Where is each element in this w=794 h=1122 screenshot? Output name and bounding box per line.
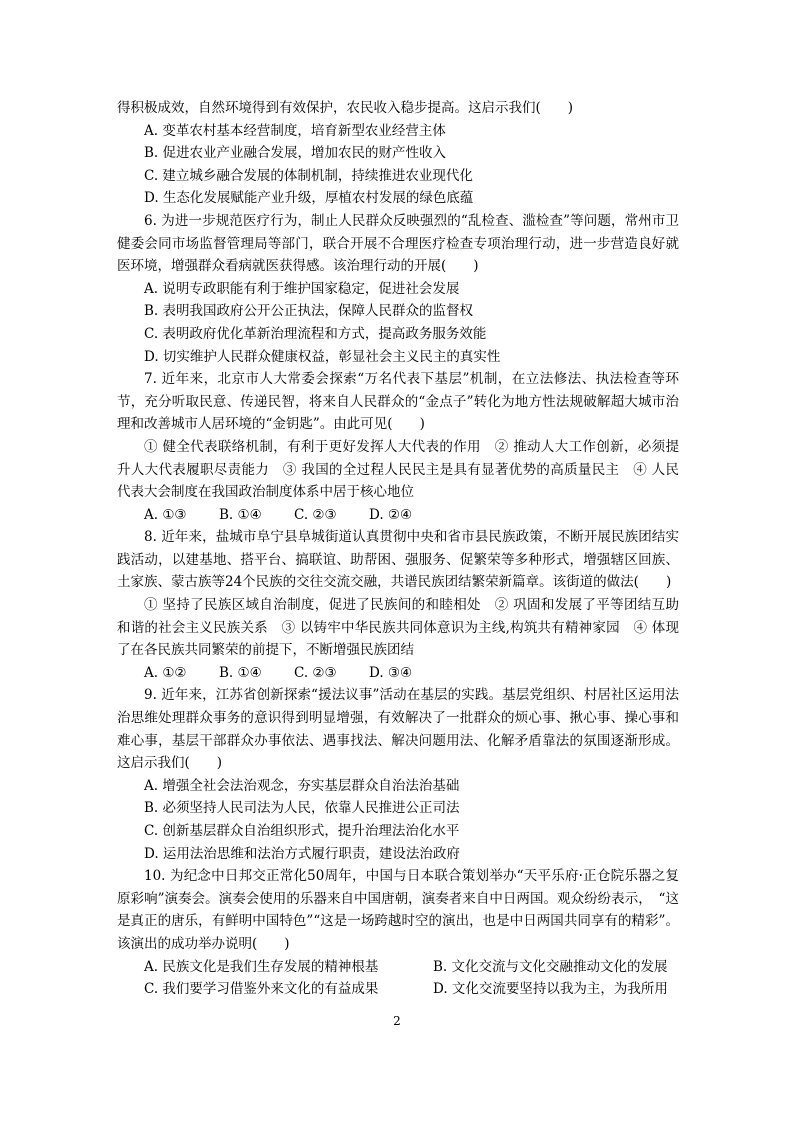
question-10-option-d: D. 文化交流要坚持以我为主，为我所用 (433, 981, 668, 998)
question-5-option-b: B. 促进农业产业融合发展，增加农民的财产性收入 (144, 145, 447, 162)
question-8-option-d: D. ③④ (369, 664, 413, 681)
question-8-option-b: B. ①④ (219, 664, 262, 681)
question-8-option-c: C. ②③ (294, 664, 337, 681)
page-number: 2 (393, 1014, 401, 1028)
question-10-options-row-2 (117, 978, 679, 1001)
question-7-option-d: D. ②④ (369, 506, 413, 523)
question-6-stem: 6. 为进一步规范医疗行为，制止人民群众反映强烈的“乱检查、滥检查”等问题，常州市卫健委会同市场监督管理局等部门，联合开展不合理医疗检查专项治理行动，进一步营造良好就医环境，增强群众看病就医获得感。该治理行动的开展( ) (117, 212, 679, 275)
question-5-option-c: C. 建立城乡融合发展的体制机制，持续推进农业现代化 (144, 167, 473, 184)
question-9-option-a: A. 增强全社会法治观念，夯实基层群众自治法治基础 (144, 777, 460, 794)
question-9-option-b: B. 必须坚持人民司法为人民，依靠人民推进公正司法 (144, 800, 460, 817)
question-5-option-a: A. 变革农村基本经营制度，培育新型农业经营主体 (144, 122, 446, 139)
question-7-option-b: B. ①④ (219, 506, 262, 523)
question-7-option-a: A. ①③ (144, 506, 187, 523)
question-10-option-b: B. 文化交流与文化交融推动文化的发展 (433, 958, 668, 975)
question-10-option-c: C. 我们要学习借鉴外来文化的有益成果 (144, 981, 379, 998)
question-6-option-b: B. 表明我国政府公开公正执法，保障人民群众的监督权 (144, 303, 474, 320)
question-8-options (117, 662, 679, 685)
question-6-option-c: C. 表明政府优化革新治理流程和方式，提高政务服务效能 (144, 325, 487, 342)
question-10-options-row-1 (117, 956, 679, 979)
question-9-option-d: D. 运用法治思维和法治方式履行职责，建设法治政府 (144, 845, 460, 862)
question-9-option-c: C. 创新基层群众自治组织形式，提升治理法治化水平 (144, 823, 460, 839)
question-5-stem-end: 得积极成效，自然环境得到有效保护，农民收入稳步提高。这启示我们( ) (117, 100, 574, 116)
question-9-stem: 9. 近年来，江苏省创新探索“援法议事”活动在基层的实践。基层党组织、村居社区运用法治思维处理群众事务的意识得到明显增强，有效解决了一批群众的烦心事、揪心事、操心事和难心事，基层干部群众办事依法、遇事找法、解决问题用法、化解矛盾靠法的氛围逐渐形成。这启示我们( ) (117, 687, 679, 772)
question-10-option-a: A. 民族文化是我们生存发展的精神根基 (144, 958, 379, 975)
question-7-option-c: C. ②③ (294, 506, 337, 523)
question-7-options (117, 504, 679, 527)
question-6-option-d: D. 切实维护人民群众健康权益，彰显社会主义民主的真实性 (144, 348, 501, 365)
exam-page (117, 97, 679, 1001)
question-8-statements: ① 坚持了民族区域自治制度，促进了民族间的和睦相处 ② 巩固和发展了平等团结互助和谐的社会主义民族关系 ③ 以铸牢中华民族共同体意识为主线,构筑共有精神家园 ④ 体现了在各民族共同繁荣的前提下，不断增强民族团结 (117, 597, 679, 659)
question-8-stem: 8. 近年来，盐城市阜宁县阜城街道认真贯彻中央和省市县民族政策，不断开展民族团结实践活动，以建基地、搭平台、搞联谊、助帮困、强服务、促繁荣等多种形式，增强辖区回族、土家族、蒙古族等24个民族的交往交流交融，共谱民族团结繁荣新篇章。该街道的做法( ) (117, 529, 679, 591)
question-8-option-a: A. ①② (144, 664, 187, 681)
question-7-stem: 7. 近年来，北京市人大常委会探索“万名代表下基层”机制，在立法修法、执法检查等环节，充分听取民意、传递民智，将来自人民群众的“金点子”转化为地方性法规破解超大城市治理和改善城市人居环境的“金钥匙”。由此可见( ) (117, 371, 679, 433)
question-10-stem: 10. 为纪念中日邦交正常化50周年，中国与日本联合策划举办“天平乐府·正仓院乐器之复原彩响”演奏会。演奏会使用的乐器来自中国唐朝，演奏者来自中日两国。观众纷纷表示， “这是真正的唐乐，有鲜明中国特色”“这是一场跨越时空的演出，也是中日两国共同享有的精彩”。该演出的成功举办说明( ) (117, 868, 679, 952)
question-5-option-d: D. 生态化发展赋能产业升级，厚植农村发展的绿色底蕴 (144, 190, 474, 207)
question-7-statements: ① 健全代表联络机制，有利于更好发挥人大代表的作用 ② 推动人大工作创新，必须提升人大代表履职尽责能力 ③ 我国的全过程人民民主是具有显著优势的高质量民主 ④ 人民代表大会制度在我国政治制度体系中居于核心地位 (117, 438, 679, 501)
question-6-option-a: A. 说明专政职能有利于维护国家稳定，促进社会发展 (144, 280, 460, 297)
